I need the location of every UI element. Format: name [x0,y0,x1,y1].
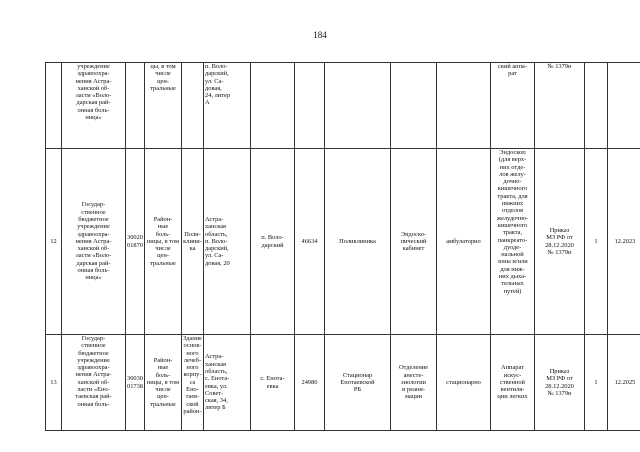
cell-locality [251,63,295,149]
cell-order: Приказ МЗ РФ от 28.12.2020 № 1379н [535,335,585,431]
cell-facility: Стационар Енотаевской РБ [325,335,391,431]
cell-unit-type: Поли- клини- ка [182,149,204,335]
cell-order: Приказ МЗ РФ от 28.12.2020 № 1379н [535,149,585,335]
cell-okato: 24980 [295,335,325,431]
cell-okato [295,63,325,149]
cell-year [608,63,640,149]
cell-org-type: цы, в том числе цен- тральные [145,63,182,149]
page-number: 184 [313,30,327,40]
cell-year: 12.2023 [608,149,640,335]
cell-year: 12.2025 [608,335,640,431]
cell-unit-type [182,63,204,149]
cell-okato: 46634 [295,149,325,335]
cell-department: Отделение анесте- зиологии и реани- мации [391,335,437,431]
cell-qty: 1 [585,149,608,335]
cell-address: п. Воло- дарский, ул. Са- довая, 24, литер А [204,63,251,149]
cell-locality: с. Енота- евка [251,335,295,431]
cell-order: № 1379н [535,63,585,149]
cell-code: 30020 01870 [126,149,145,335]
cell-num: 12 [46,149,62,335]
cell-locality: п. Воло- дарский [251,149,295,335]
cell-facility [325,63,391,149]
cell-department: Эндоско- пический кабинет [391,149,437,335]
cell-org-type: Район- ные боль- ницы, в том числе цен- тральные [145,149,182,335]
cell-conditions: стационарно [437,335,491,431]
cell-conditions [437,63,491,149]
cell-org-type: Район- ные боль- ницы, в том числе цен- тральные [145,335,182,431]
table-row [46,63,640,149]
cell-equipment: Эндоскоп (для верх- них отде- лов желу- дочно- кишечного тракта, для нижних отделов желудочно- кишечного тракта, панкреато- дуоде- нальной зоны и/или для ниж- них дыха- тельных путей) [491,149,535,335]
cell-facility: Поликлиника [325,149,391,335]
cell-qty: 1 [585,335,608,431]
cell-code: 30030 01738 [126,335,145,431]
cell-address: Астра- ханская область, с. Енота- евка, ул. Совет- ская, 34, литер Б [204,335,251,431]
cell-org: Государ- ственное бюджетное учреждение здравоохра- нения Астра- ханской об- ласти «Ено- таевская рай- онная боль- [62,335,126,431]
cell-num [46,63,62,149]
cell-num: 13 [46,335,62,431]
cell-conditions: амбулаторно [437,149,491,335]
table-row [46,335,640,431]
table-row [46,149,640,335]
cell-org: учреждение здравоохра- нения Астра- ханской об- ласти «Воло- дарская рай- онная боль- ница» [62,63,126,149]
cell-qty [585,63,608,149]
cell-unit-type: Здание основ- ного лечеб- ного корпу- са Ено- таев- ской район- [182,335,204,431]
cell-equipment: ский аппа- рат [491,63,535,149]
cell-code [126,63,145,149]
equipment-register-table [45,62,640,431]
cell-department [391,63,437,149]
cell-address: Астра- ханская область, п. Воло- дарский, ул. Са- довая, 20 [204,149,251,335]
cell-org: Государ- ственное бюджетное учреждение здравоохра- нения Астра- ханской об- ласти «Воло- дарская рай- онная боль- ница» [62,149,126,335]
cell-equipment: Аппарат искус- ственной вентиля- ции легких [491,335,535,431]
